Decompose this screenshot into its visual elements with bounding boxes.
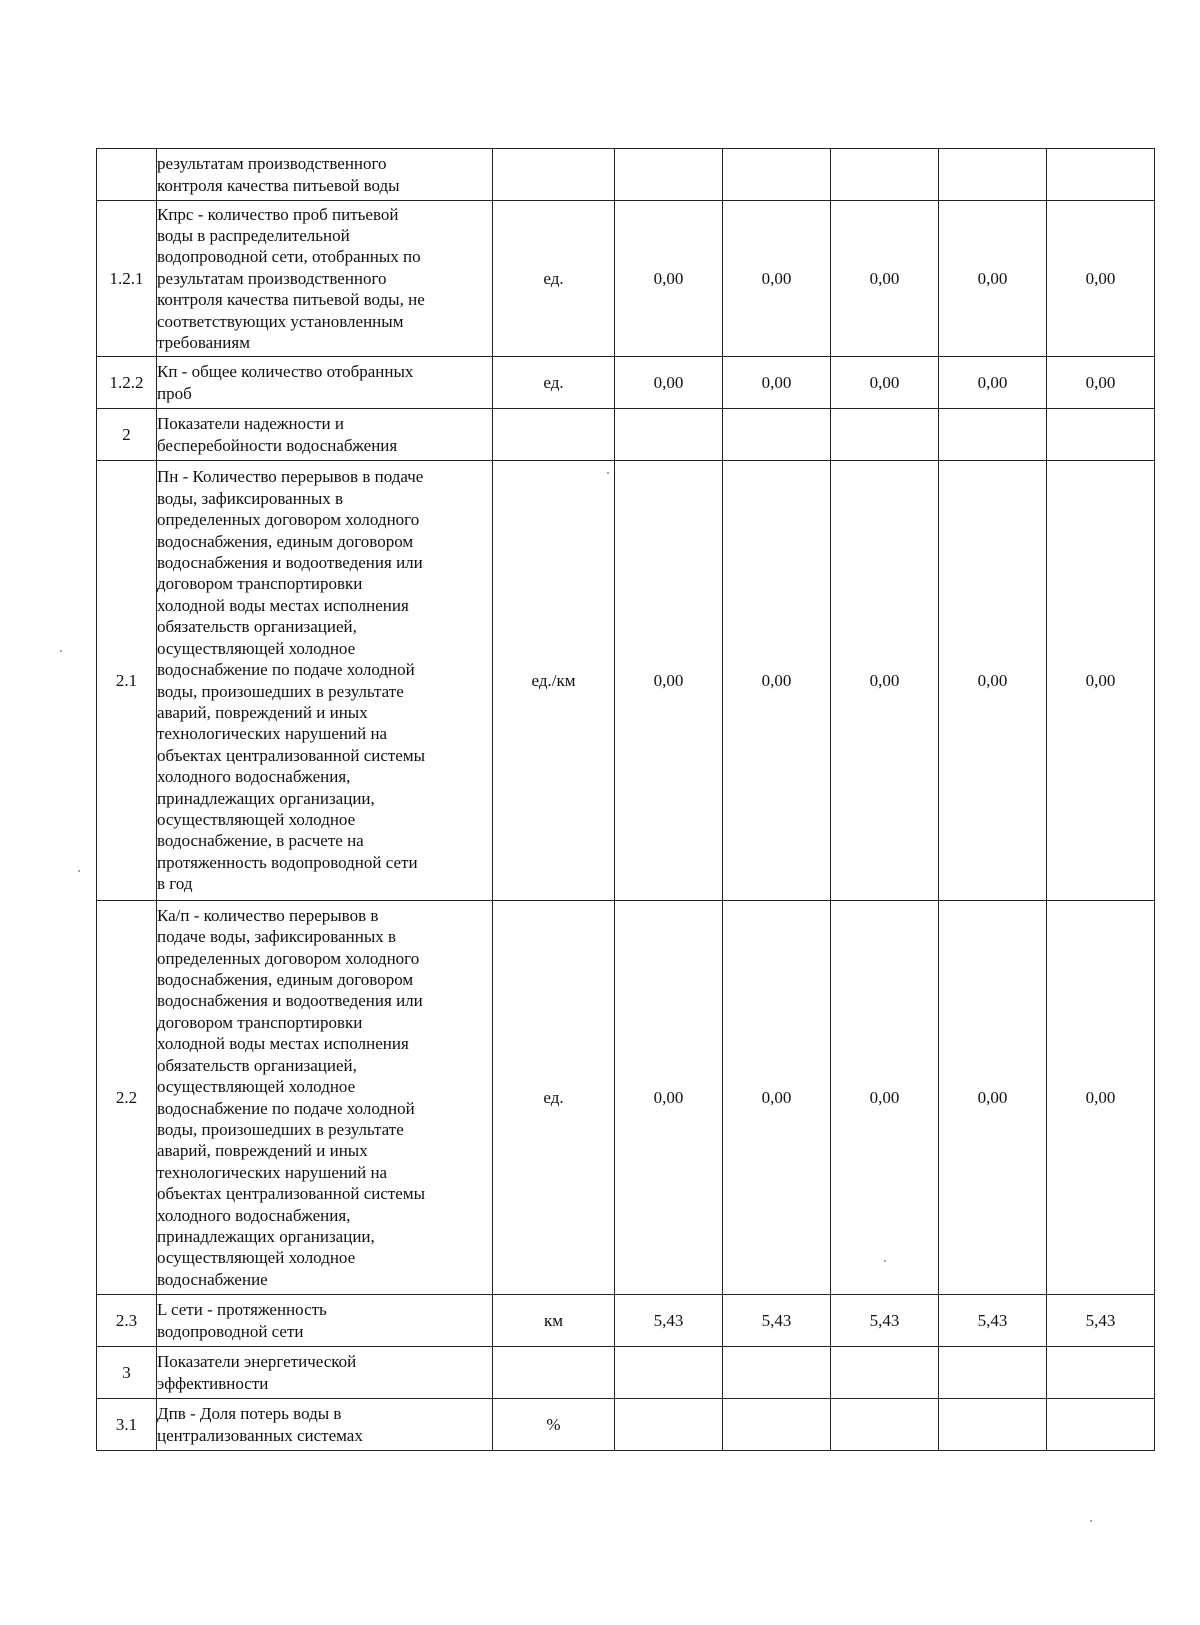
unit-cell: км bbox=[493, 1295, 615, 1347]
row-number: 3.1 bbox=[97, 1399, 157, 1451]
description-line: осуществляющей холодное bbox=[157, 638, 356, 658]
description-line: технологических нарушений на bbox=[157, 1162, 388, 1182]
value-cell bbox=[615, 409, 723, 461]
description-line: воды, произошедших в результате bbox=[157, 1119, 404, 1139]
description-line: воды, зафиксированных в bbox=[157, 488, 344, 508]
description-line: результатам производственного bbox=[157, 154, 387, 174]
description-line: Показатели энергетической bbox=[157, 1352, 357, 1372]
description-line: подаче воды, зафиксированных в bbox=[157, 927, 397, 947]
value-cell bbox=[939, 1399, 1047, 1451]
description-line: проб bbox=[157, 383, 192, 403]
table-row bbox=[97, 901, 1155, 1295]
value-cell bbox=[1047, 409, 1155, 461]
description-line: протяженность водопроводной сети bbox=[157, 852, 418, 872]
value-cell: 0,00 bbox=[615, 201, 723, 357]
table-row bbox=[97, 201, 1155, 357]
description-line: соответствующих установленным bbox=[157, 311, 404, 331]
description-line: договором транспортировки bbox=[157, 1012, 363, 1032]
value-cell: 0,00 bbox=[831, 461, 939, 901]
description-line: Дпв - Доля потерь воды в bbox=[157, 1404, 342, 1424]
value-cell bbox=[831, 1399, 939, 1451]
value-cell: 0,00 bbox=[939, 201, 1047, 357]
unit-cell: ед. bbox=[493, 357, 615, 409]
value-cell bbox=[615, 1399, 723, 1451]
description-line: технологических нарушений на bbox=[157, 724, 388, 744]
description-line: объектах централизованной системы bbox=[157, 745, 426, 765]
value-cell bbox=[1047, 149, 1155, 201]
description-line: водоснабжения и водоотведения или bbox=[157, 991, 423, 1011]
value-cell bbox=[615, 149, 723, 201]
row-number: 1.2.2 bbox=[97, 357, 157, 409]
description-line: объектах централизованной системы bbox=[157, 1184, 426, 1204]
table-row bbox=[97, 1399, 1155, 1451]
table-row bbox=[97, 1295, 1155, 1347]
indicator-description bbox=[157, 357, 493, 409]
indicator-description bbox=[157, 1399, 493, 1451]
description-line: осуществляющей холодное bbox=[157, 1248, 356, 1268]
description-line: осуществляющей холодное bbox=[157, 809, 356, 829]
value-cell: 5,43 bbox=[723, 1295, 831, 1347]
value-cell: 0,00 bbox=[939, 357, 1047, 409]
description-line: водоснабжение, в расчете на bbox=[157, 831, 364, 851]
description-line: Кп - общее количество отобранных bbox=[157, 362, 414, 382]
description-line: эффективности bbox=[157, 1373, 269, 1393]
description-line: холодной воды местах исполнения bbox=[157, 595, 409, 615]
unit-cell: ед. bbox=[493, 201, 615, 357]
value-cell: 0,00 bbox=[1047, 201, 1155, 357]
description-line: аварий, повреждений и иных bbox=[157, 1141, 368, 1161]
unit-cell bbox=[493, 409, 615, 461]
value-cell bbox=[1047, 1399, 1155, 1451]
description-line: Показатели надежности и bbox=[157, 414, 344, 434]
value-cell: 0,00 bbox=[831, 901, 939, 1295]
description-line: водоснабжение по подаче холодной bbox=[157, 1098, 415, 1118]
scan-speck bbox=[1090, 1520, 1092, 1522]
unit-cell bbox=[493, 1347, 615, 1399]
value-cell: 0,00 bbox=[831, 357, 939, 409]
indicator-description bbox=[157, 1295, 493, 1347]
value-cell: 0,00 bbox=[1047, 357, 1155, 409]
row-number: 2.3 bbox=[97, 1295, 157, 1347]
description-line: холодного водоснабжения, bbox=[157, 1205, 351, 1225]
row-number bbox=[97, 149, 157, 201]
value-cell bbox=[831, 409, 939, 461]
description-line: обязательств организацией, bbox=[157, 617, 357, 637]
indicators-table bbox=[96, 148, 1155, 1451]
indicator-description bbox=[157, 901, 493, 1295]
description-line: осуществляющей холодное bbox=[157, 1077, 356, 1097]
description-line: Кпрс - количество проб питьевой bbox=[157, 204, 399, 224]
unit-cell: % bbox=[493, 1399, 615, 1451]
description-line: Ка/п - количество перерывов в bbox=[157, 905, 379, 925]
table-row bbox=[97, 357, 1155, 409]
value-cell: 0,00 bbox=[615, 461, 723, 901]
description-line: принадлежащих организации, bbox=[157, 1226, 375, 1246]
description-line: водоснабжения и водоотведения или bbox=[157, 553, 423, 573]
value-cell bbox=[723, 1347, 831, 1399]
unit-cell: ед. bbox=[493, 901, 615, 1295]
description-line: принадлежащих организации, bbox=[157, 788, 375, 808]
description-line: водоснабжения, единым договором bbox=[157, 531, 414, 551]
table-body bbox=[97, 149, 1155, 1451]
description-line: обязательств организацией, bbox=[157, 1055, 357, 1075]
row-number: 3 bbox=[97, 1347, 157, 1399]
description-line: в год bbox=[157, 874, 193, 894]
description-line: контроля качества питьевой воды bbox=[157, 175, 400, 195]
value-cell: 0,00 bbox=[939, 901, 1047, 1295]
value-cell: 0,00 bbox=[723, 901, 831, 1295]
indicator-description bbox=[157, 1347, 493, 1399]
description-line: водопроводной сети bbox=[157, 1321, 304, 1341]
value-cell bbox=[723, 409, 831, 461]
indicator-description bbox=[157, 461, 493, 901]
scan-speck bbox=[884, 1260, 886, 1262]
value-cell bbox=[831, 1347, 939, 1399]
row-number: 2 bbox=[97, 409, 157, 461]
description-line: водопроводной сети, отобранных по bbox=[157, 247, 421, 267]
value-cell bbox=[939, 1347, 1047, 1399]
description-line: определенных договором холодного bbox=[157, 510, 420, 530]
description-line: централизованных системах bbox=[157, 1425, 363, 1445]
description-line: Пн - Количество перерывов в подаче bbox=[157, 467, 424, 487]
table-row bbox=[97, 409, 1155, 461]
value-cell: 5,43 bbox=[831, 1295, 939, 1347]
value-cell: 0,00 bbox=[831, 201, 939, 357]
row-number: 1.2.1 bbox=[97, 201, 157, 357]
unit-cell bbox=[493, 149, 615, 201]
value-cell: 0,00 bbox=[723, 461, 831, 901]
description-line: требованиям bbox=[157, 333, 250, 353]
row-number: 2.2 bbox=[97, 901, 157, 1295]
unit-cell: ед./км bbox=[493, 461, 615, 901]
description-line: водоснабжение bbox=[157, 1269, 268, 1289]
value-cell bbox=[831, 149, 939, 201]
table-row bbox=[97, 461, 1155, 901]
value-cell: 0,00 bbox=[615, 357, 723, 409]
description-line: контроля качества питьевой воды, не bbox=[157, 290, 425, 310]
value-cell bbox=[723, 149, 831, 201]
description-line: результатам производственного bbox=[157, 268, 387, 288]
value-cell: 5,43 bbox=[615, 1295, 723, 1347]
description-line: определенных договором холодного bbox=[157, 948, 420, 968]
value-cell: 5,43 bbox=[939, 1295, 1047, 1347]
description-line: водоснабжения, единым договором bbox=[157, 970, 414, 990]
description-line: воды, произошедших в результате bbox=[157, 681, 404, 701]
value-cell: 0,00 bbox=[1047, 461, 1155, 901]
table-row bbox=[97, 1347, 1155, 1399]
value-cell bbox=[1047, 1347, 1155, 1399]
description-line: договором транспортировки bbox=[157, 574, 363, 594]
value-cell bbox=[939, 409, 1047, 461]
value-cell: 0,00 bbox=[1047, 901, 1155, 1295]
value-cell bbox=[615, 1347, 723, 1399]
indicator-description bbox=[157, 201, 493, 357]
description-line: холодного водоснабжения, bbox=[157, 767, 351, 787]
description-line: водоснабжение по подаче холодной bbox=[157, 660, 415, 680]
scan-speck bbox=[60, 650, 62, 652]
description-line: воды в распределительной bbox=[157, 225, 350, 245]
value-cell: 0,00 bbox=[723, 357, 831, 409]
value-cell bbox=[939, 149, 1047, 201]
value-cell: 0,00 bbox=[723, 201, 831, 357]
row-number: 2.1 bbox=[97, 461, 157, 901]
description-line: L сети - протяженность bbox=[157, 1300, 327, 1320]
value-cell: 5,43 bbox=[1047, 1295, 1155, 1347]
indicator-description bbox=[157, 409, 493, 461]
value-cell bbox=[723, 1399, 831, 1451]
description-line: аварий, повреждений и иных bbox=[157, 702, 368, 722]
scan-speck bbox=[78, 870, 80, 872]
table-row bbox=[97, 149, 1155, 201]
value-cell: 0,00 bbox=[615, 901, 723, 1295]
indicator-description bbox=[157, 149, 493, 201]
description-line: холодной воды местах исполнения bbox=[157, 1034, 409, 1054]
description-line: бесперебойности водоснабжения bbox=[157, 435, 398, 455]
scan-speck bbox=[607, 472, 609, 474]
value-cell: 0,00 bbox=[939, 461, 1047, 901]
